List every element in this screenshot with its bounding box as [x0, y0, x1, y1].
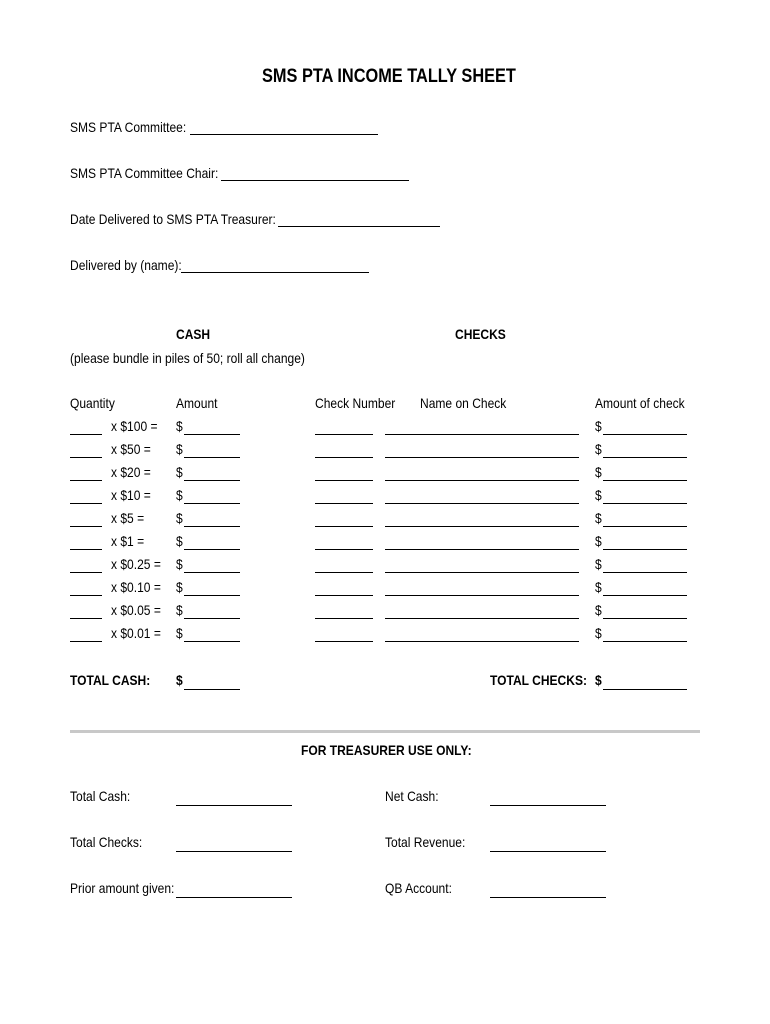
delivered-by-label: Delivered by (name): — [70, 257, 182, 273]
check-amount-field[interactable] — [603, 434, 687, 435]
check-number-header: Check Number — [315, 395, 396, 411]
cash-dollar-sign: $ — [176, 510, 183, 526]
cash-amount-field[interactable] — [184, 641, 240, 642]
cash-dollar-sign: $ — [176, 579, 183, 595]
check-dollar-sign: $ — [595, 579, 602, 595]
cash-dollar-sign: $ — [176, 533, 183, 549]
check-dollar-sign: $ — [595, 510, 602, 526]
name-on-check-field[interactable] — [385, 618, 579, 619]
cash-amount-field[interactable] — [184, 434, 240, 435]
cash-amount-field[interactable] — [184, 526, 240, 527]
total-checks-dollar: $ — [595, 672, 602, 688]
denomination-label: x $0.10 = — [111, 579, 161, 595]
check-number-field[interactable] — [315, 549, 373, 550]
check-amount-field[interactable] — [603, 618, 687, 619]
check-dollar-sign: $ — [595, 441, 602, 457]
check-amount-field[interactable] — [603, 503, 687, 504]
quantity-field[interactable] — [70, 595, 102, 596]
quantity-field[interactable] — [70, 457, 102, 458]
check-dollar-sign: $ — [595, 533, 602, 549]
committee-field[interactable] — [190, 134, 378, 135]
check-amount-field[interactable] — [603, 572, 687, 573]
check-dollar-sign: $ — [595, 556, 602, 572]
denomination-label: x $10 = — [111, 487, 151, 503]
qb-account-label: QB Account: — [385, 880, 452, 896]
committee-chair-field[interactable] — [221, 180, 409, 181]
check-amount-field[interactable] — [603, 595, 687, 596]
cash-amount-field[interactable] — [184, 549, 240, 550]
treasurer-total-checks-label: Total Checks: — [70, 834, 143, 850]
check-dollar-sign: $ — [595, 418, 602, 434]
name-on-check-field[interactable] — [385, 641, 579, 642]
treasurer-total-cash-label: Total Cash: — [70, 788, 131, 804]
cash-amount-field[interactable] — [184, 618, 240, 619]
total-revenue-field[interactable] — [490, 851, 606, 852]
quantity-field[interactable] — [70, 480, 102, 481]
check-amount-field[interactable] — [603, 549, 687, 550]
cash-dollar-sign: $ — [176, 464, 183, 480]
total-checks-label: TOTAL CHECKS: — [490, 672, 587, 688]
cash-dollar-sign: $ — [176, 625, 183, 641]
check-number-field[interactable] — [315, 434, 373, 435]
denomination-label: x $1 = — [111, 533, 145, 549]
quantity-field[interactable] — [70, 572, 102, 573]
quantity-field[interactable] — [70, 549, 102, 550]
name-on-check-field[interactable] — [385, 549, 579, 550]
check-number-field[interactable] — [315, 457, 373, 458]
denomination-label: x $0.05 = — [111, 602, 161, 618]
prior-amount-field[interactable] — [176, 897, 292, 898]
total-revenue-label: Total Revenue: — [385, 834, 466, 850]
date-delivered-label: Date Delivered to SMS PTA Treasurer: — [70, 211, 276, 227]
checks-heading: CHECKS — [455, 326, 506, 342]
denomination-label: x $20 = — [111, 464, 151, 480]
check-dollar-sign: $ — [595, 602, 602, 618]
total-checks-field[interactable] — [603, 689, 687, 690]
quantity-field[interactable] — [70, 503, 102, 504]
treasurer-total-cash-field[interactable] — [176, 805, 292, 806]
treasurer-total-checks-field[interactable] — [176, 851, 292, 852]
check-number-field[interactable] — [315, 618, 373, 619]
committee-label: SMS PTA Committee: — [70, 119, 187, 135]
check-dollar-sign: $ — [595, 464, 602, 480]
cash-dollar-sign: $ — [176, 487, 183, 503]
check-number-field[interactable] — [315, 595, 373, 596]
total-cash-dollar: $ — [176, 672, 183, 688]
name-on-check-field[interactable] — [385, 526, 579, 527]
cash-dollar-sign: $ — [176, 602, 183, 618]
cash-dollar-sign: $ — [176, 418, 183, 434]
denomination-label: x $50 = — [111, 441, 151, 457]
check-dollar-sign: $ — [595, 625, 602, 641]
date-delivered-field[interactable] — [278, 226, 440, 227]
quantity-field[interactable] — [70, 641, 102, 642]
cash-note: (please bundle in piles of 50; roll all change) — [70, 350, 305, 366]
name-on-check-field[interactable] — [385, 480, 579, 481]
cash-dollar-sign: $ — [176, 556, 183, 572]
check-number-field[interactable] — [315, 641, 373, 642]
cash-amount-field[interactable] — [184, 503, 240, 504]
total-cash-field[interactable] — [184, 689, 240, 690]
qb-account-field[interactable] — [490, 897, 606, 898]
cash-dollar-sign: $ — [176, 441, 183, 457]
amount-of-check-header: Amount of check — [595, 395, 685, 411]
check-number-field[interactable] — [315, 526, 373, 527]
net-cash-field[interactable] — [490, 805, 606, 806]
committee-chair-label: SMS PTA Committee Chair: — [70, 165, 219, 181]
cash-amount-field[interactable] — [184, 457, 240, 458]
prior-amount-label: Prior amount given: — [70, 880, 175, 896]
denomination-label: x $0.01 = — [111, 625, 161, 641]
treasurer-heading: FOR TREASURER USE ONLY: — [301, 742, 472, 758]
quantity-field[interactable] — [70, 618, 102, 619]
name-on-check-field[interactable] — [385, 457, 579, 458]
quantity-field[interactable] — [70, 526, 102, 527]
delivered-by-field[interactable] — [181, 272, 369, 273]
check-dollar-sign: $ — [595, 487, 602, 503]
section-divider — [70, 730, 700, 733]
quantity-header: Quantity — [70, 395, 115, 411]
check-number-field[interactable] — [315, 572, 373, 573]
denomination-label: x $100 = — [111, 418, 158, 434]
name-on-check-field[interactable] — [385, 572, 579, 573]
check-number-field[interactable] — [315, 503, 373, 504]
denomination-label: x $5 = — [111, 510, 145, 526]
net-cash-label: Net Cash: — [385, 788, 439, 804]
name-on-check-header: Name on Check — [420, 395, 507, 411]
check-amount-field[interactable] — [603, 526, 687, 527]
name-on-check-field[interactable] — [385, 503, 579, 504]
page-title: SMS PTA INCOME TALLY SHEET — [262, 66, 516, 87]
name-on-check-field[interactable] — [385, 434, 579, 435]
quantity-field[interactable] — [70, 434, 102, 435]
total-cash-label: TOTAL CASH: — [70, 672, 151, 688]
cash-heading: CASH — [176, 326, 211, 342]
cash-amount-field[interactable] — [184, 572, 240, 573]
cash-amount-field[interactable] — [184, 480, 240, 481]
name-on-check-field[interactable] — [385, 595, 579, 596]
check-number-field[interactable] — [315, 480, 373, 481]
check-amount-field[interactable] — [603, 480, 687, 481]
denomination-label: x $0.25 = — [111, 556, 161, 572]
check-amount-field[interactable] — [603, 641, 687, 642]
cash-amount-field[interactable] — [184, 595, 240, 596]
check-amount-field[interactable] — [603, 457, 687, 458]
amount-header: Amount — [176, 395, 218, 411]
